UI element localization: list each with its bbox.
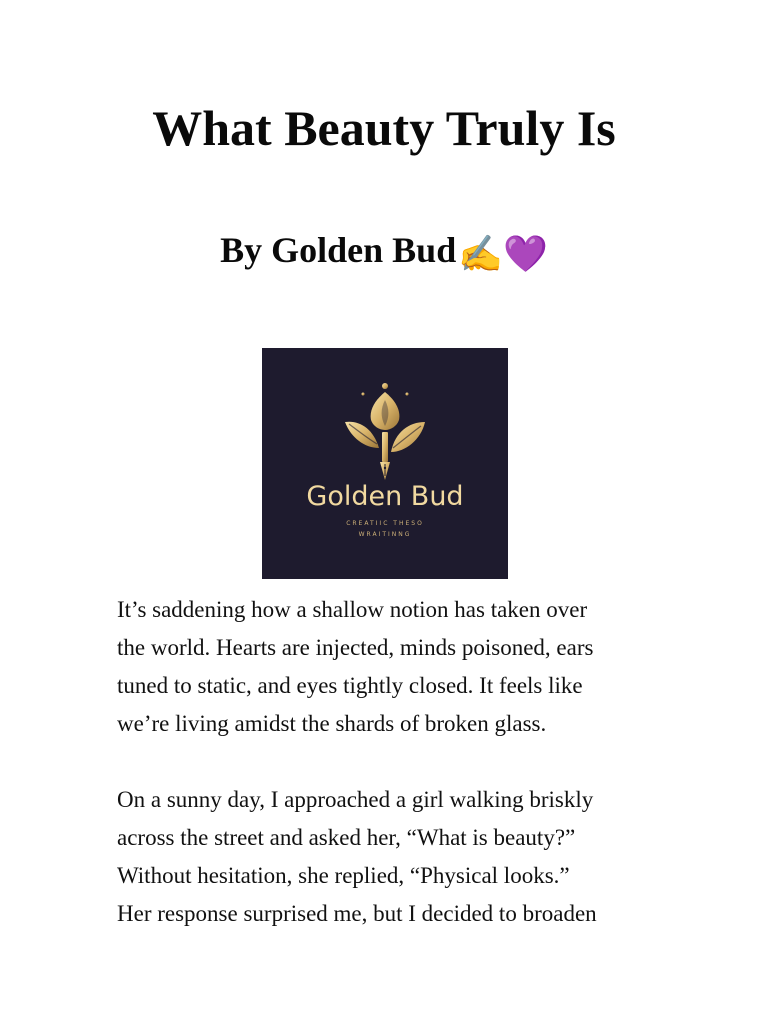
paragraph-line: Her response surprised me, but I decided to broaden	[117, 901, 597, 926]
paragraph-line: Without hesitation, she replied, “Physical looks.”	[117, 863, 570, 888]
byline-text: By Golden Bud	[220, 230, 457, 270]
paragraph-line: On a sunny day, I approached a girl walking briskly	[117, 787, 594, 812]
golden-tulip-pen-icon	[325, 382, 445, 482]
golden-bud-logo	[262, 348, 508, 579]
writing-hand-icon: ✍	[458, 234, 504, 274]
paragraph-line: across the street and asked her, “What is beauty?”	[117, 825, 576, 850]
logo-brand-name: Golden Bud	[306, 481, 464, 512]
purple-heart-icon: 💜	[503, 234, 548, 274]
paragraph-line: the world. Hearts are injected, minds poisoned, ears	[117, 635, 594, 660]
byline	[0, 228, 768, 276]
document-title: What Beauty Truly Is	[152, 100, 616, 156]
paragraph-line: tuned to static, and eyes tightly closed. It feels like	[117, 673, 583, 698]
paragraph-1	[117, 591, 677, 743]
logo-tagline-line1: CREATIIC THESO	[346, 520, 424, 527]
paragraph-2	[117, 781, 677, 933]
logo-tagline-line2: WRAITINNG	[358, 531, 412, 538]
paragraph-line: It’s saddening how a shallow notion has taken over	[117, 597, 588, 622]
paragraph-line: we’re living amidst the shards of broken glass.	[117, 711, 547, 736]
